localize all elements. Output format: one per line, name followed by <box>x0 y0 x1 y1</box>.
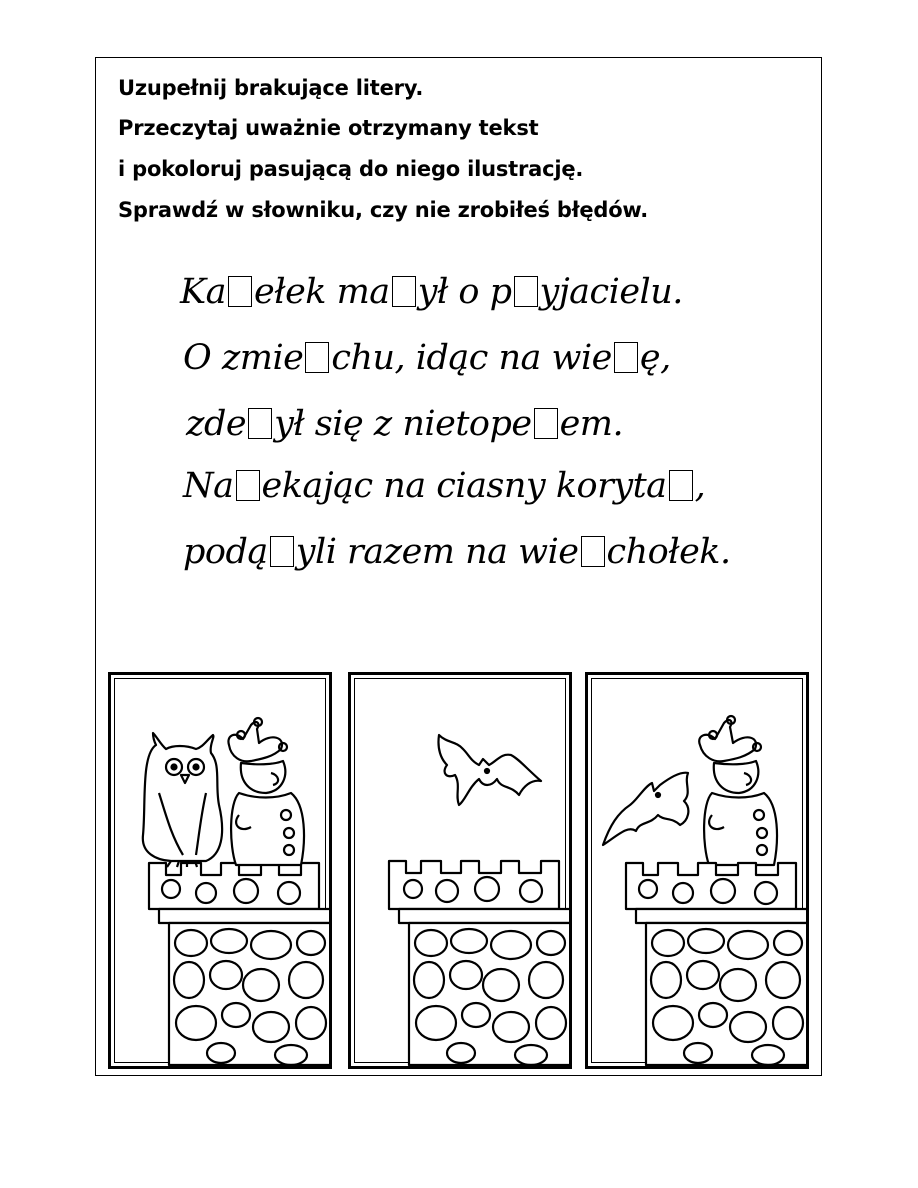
tower-ledge <box>159 909 332 923</box>
letter-blank[interactable] <box>228 276 252 307</box>
letter-blank[interactable] <box>248 408 272 439</box>
letter-blank[interactable] <box>669 470 693 501</box>
text-fragment: ył o p <box>417 272 512 312</box>
jester-face <box>714 761 758 793</box>
text-fragment: Na <box>183 466 234 506</box>
text-fragment: chu, idąc na wie <box>331 338 612 378</box>
letter-blank[interactable] <box>614 342 638 373</box>
text-fragment: podą <box>183 532 268 572</box>
letter-blank[interactable] <box>392 276 416 307</box>
jester-hat <box>228 722 282 761</box>
text-fragment: yli razem na wie <box>295 532 579 572</box>
jester-hat <box>699 720 756 761</box>
letter-blank[interactable] <box>236 470 260 501</box>
instruction-line-3: i pokoloruj pasującą do niego ilustrację. <box>118 157 584 181</box>
instruction-line-1: Uzupełnij brakujące litery. <box>118 76 424 100</box>
text-fragment: Ka <box>180 272 227 312</box>
text-fragment: O zmie <box>183 338 304 378</box>
exercise-line-4 <box>183 466 705 506</box>
letter-blank[interactable] <box>270 536 294 567</box>
text-fragment: chołek. <box>606 532 731 572</box>
bat-jester-tower-drawing <box>588 675 809 1069</box>
exercise-line-5 <box>183 532 731 572</box>
owl-outline <box>143 733 222 861</box>
exercise-line-3 <box>186 404 623 444</box>
bat-tower-drawing <box>351 675 572 1069</box>
bat-outline <box>603 773 688 845</box>
jester-face <box>241 761 285 793</box>
instruction-line-2: Przeczytaj uważnie otrzymany tekst <box>118 116 539 140</box>
text-fragment: em. <box>559 404 624 444</box>
letter-blank[interactable] <box>514 276 538 307</box>
letter-blank[interactable] <box>581 536 605 567</box>
text-fragment: yjacielu. <box>539 272 683 312</box>
letter-blank[interactable] <box>305 342 329 373</box>
text-fragment: ełek ma <box>254 272 390 312</box>
illustration-panel-bat-jester[interactable] <box>585 672 809 1069</box>
exercise-line-2 <box>183 338 671 378</box>
text-fragment: ę, <box>639 338 671 378</box>
text-fragment: , <box>694 466 706 506</box>
text-fragment: ekając na ciasny koryta <box>261 466 667 506</box>
letter-blank[interactable] <box>534 408 558 439</box>
illustration-panel-bat[interactable] <box>348 672 572 1069</box>
exercise-line-1 <box>180 272 683 312</box>
owl-jester-tower-drawing <box>111 675 332 1069</box>
illustration-panel-owl-jester[interactable] <box>108 672 332 1069</box>
instruction-line-4: Sprawdź w słowniku, czy nie zrobiłeś błędów. <box>118 198 649 222</box>
text-fragment: ył się z nietope <box>274 404 532 444</box>
text-fragment: zde <box>186 404 247 444</box>
